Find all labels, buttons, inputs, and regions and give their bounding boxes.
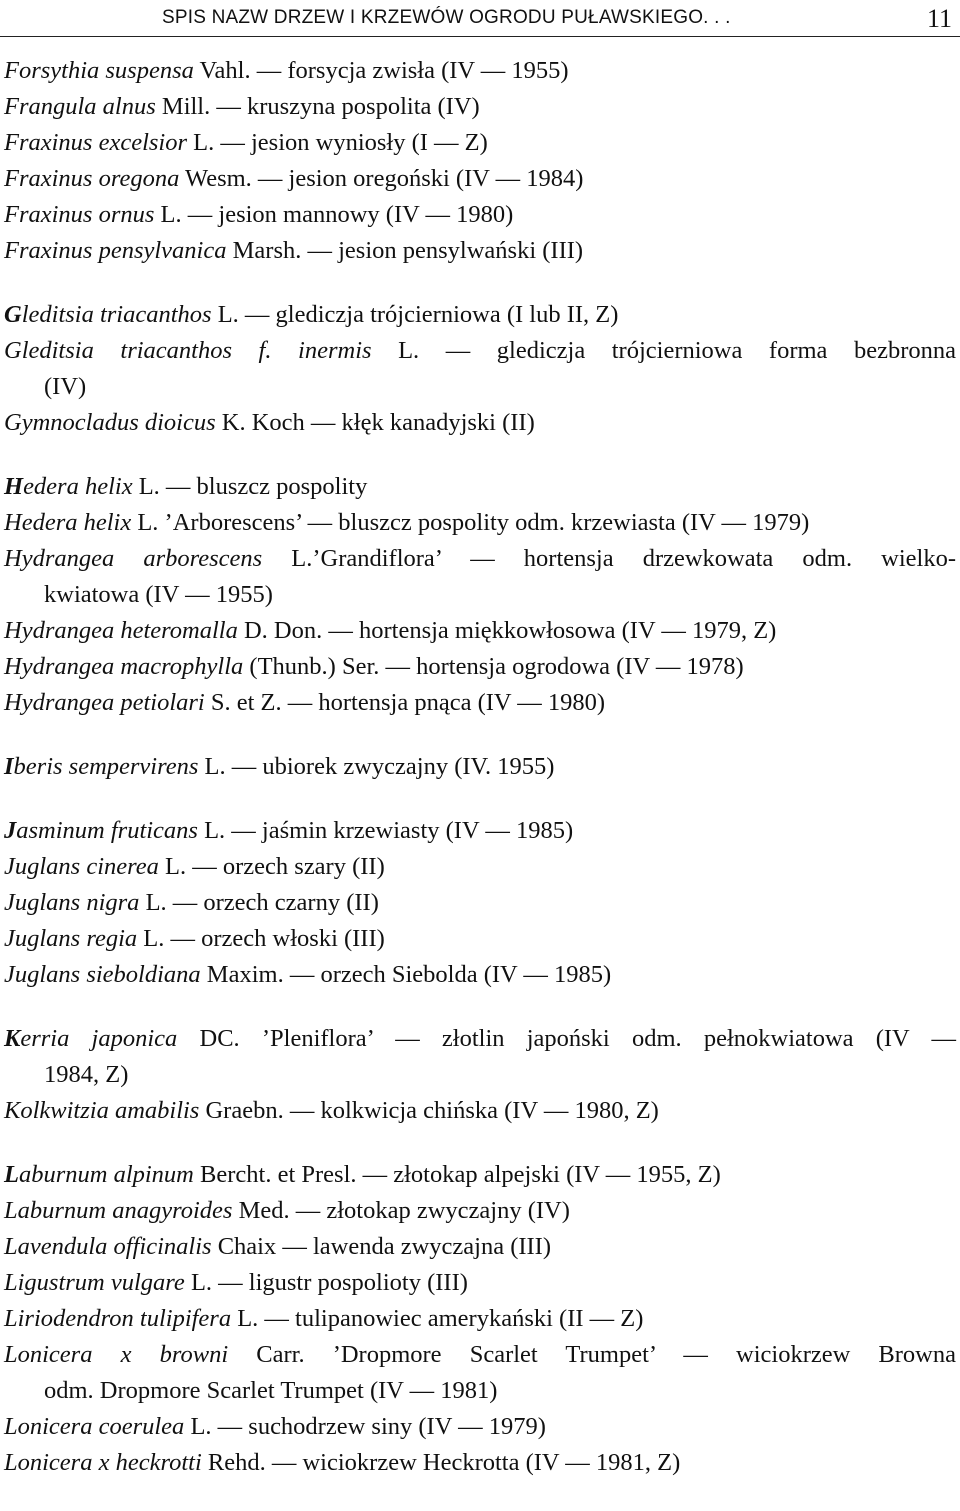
running-header-title: SPIS NAZW DRZEW I KRZEWÓW OGRODU PUŁAWSKIEGO. . . (162, 7, 731, 28)
latin-name: Juglans cinerea (4, 853, 159, 880)
latin-name: Hydrangea heteromalla (4, 617, 238, 644)
entry-description: Marsh. — jesion pensylwański (III) (226, 237, 584, 264)
entry-description: L. — glediczja trójcierniowa (I lub II, Z) (211, 301, 619, 328)
latin-name: Lonicera x heckrotti (4, 1449, 202, 1476)
latin-name: Lonicera coerulea (4, 1413, 185, 1440)
latin-name: erria japonica (20, 1025, 178, 1052)
entry-description: Graebn. — kolkwicja chińska (IV — 1980, Z) (199, 1097, 659, 1124)
entry-description: L. — jaśmin krzewiasty (IV — 1985) (197, 817, 574, 844)
latin-name: Fraxinus ornus (4, 201, 155, 228)
entry-description: Med. — złotokap zwyczajny (IV) (232, 1197, 570, 1224)
entry-description: L. — jesion wyniosły (I — Z) (187, 129, 488, 156)
species-entry (4, 649, 956, 685)
latin-name: Lonicera x browni (4, 1341, 229, 1368)
latin-name: Frangula alnus (4, 93, 156, 120)
entry-description: L. — glediczja trójcierniowa forma bezbronna (371, 337, 956, 364)
section-initial: L (4, 1161, 19, 1188)
entry-description: D. Don. — hortensja miękkowłosowa (IV — 1979, Z) (237, 617, 777, 644)
entry-description: Carr. ’Dropmore Scarlet Trumpet’ — wiciokrzew Browna (228, 1341, 956, 1368)
species-entry (4, 197, 956, 233)
latin-name: asminum fruticans (16, 817, 198, 844)
entry-description: L. — ligustr pospolioty (III) (184, 1269, 468, 1296)
entry-description: K. Koch — kłęk kanadyjski (II) (215, 409, 535, 436)
species-entry (4, 1265, 956, 1301)
entry-description: L. — tulipanowiec amerykański (II — Z) (231, 1305, 644, 1332)
entry-continuation: (IV) (44, 373, 87, 400)
latin-name: Juglans nigra (4, 889, 140, 916)
entry-description: L. — ubiorek zwyczajny (IV. 1955) (198, 753, 555, 780)
entry-description: Wesm. — jesion oregoński (IV — 1984) (179, 165, 584, 192)
entry-description: Chaix — lawenda zwyczajna (III) (211, 1233, 551, 1260)
latin-name: Forsythia suspensa (4, 57, 194, 84)
section-initial: G (4, 301, 22, 328)
entry-description: L.’Grandiflora’ — hortensja drzewkowata odm. wielko- (262, 545, 956, 572)
latin-name: Fraxinus oregona (4, 165, 180, 192)
entry-description: Vahl. — forsycja zwisła (IV — 1955) (193, 57, 569, 84)
latin-name: edera helix (23, 473, 133, 500)
species-entry (4, 685, 956, 721)
species-entry (4, 161, 956, 197)
running-header (0, 0, 960, 38)
species-entry (4, 1229, 956, 1265)
entry-description: Mill. — kruszyna pospolita (IV) (155, 93, 480, 120)
entry-description: Bercht. et Presl. — złotokap alpejski (IV — 1955, Z) (193, 1161, 721, 1188)
section-initial: J (4, 817, 17, 844)
entry-description: L. — orzech włoski (III) (137, 925, 385, 952)
species-entry (4, 297, 956, 333)
entry-description: DC. ’Pleniflora’ — złotlin japoński odm. pełnokwiatowa (IV — (177, 1025, 956, 1052)
latin-name: Laburnum anagyroides (4, 1197, 233, 1224)
species-entry (4, 813, 956, 849)
entry-description: L. — suchodrzew siny (IV — 1979) (184, 1413, 546, 1440)
species-entry (4, 53, 956, 89)
header-rule (0, 36, 960, 37)
species-entry (4, 921, 956, 957)
section-initial: H (4, 473, 24, 500)
species-entry (4, 233, 956, 269)
species-entry (4, 1093, 956, 1129)
entry-description: (Thunb.) Ser. — hortensja ogrodowa (IV — 1978) (243, 653, 744, 680)
species-entry (4, 89, 956, 125)
species-entry (4, 749, 956, 785)
entry-description: Rehd. — wiciokrzew Heckrotta (IV — 1981, Z) (201, 1449, 681, 1476)
species-entry (4, 849, 956, 885)
latin-name: Lavendula officinalis (4, 1233, 212, 1260)
species-entry (4, 885, 956, 921)
species-entry (4, 1021, 956, 1093)
latin-name: Fraxinus excelsior (4, 129, 188, 156)
latin-name: Gymnocladus dioicus (4, 409, 216, 436)
entry-description: Maxim. — orzech Siebolda (IV — 1985) (200, 961, 612, 988)
species-entry (4, 405, 956, 441)
species-entry (4, 505, 956, 541)
latin-name: Hedera helix (4, 509, 132, 536)
latin-name: Ligustrum vulgare (4, 1269, 185, 1296)
section-initial: I (4, 753, 14, 780)
species-entry (4, 1193, 956, 1229)
species-entry (4, 1337, 956, 1409)
latin-name: Juglans sieboldiana (4, 961, 201, 988)
species-entry (4, 1409, 956, 1445)
section-initial: K (4, 1025, 21, 1052)
latin-name: Hydrangea arborescens (4, 545, 263, 572)
species-entry (4, 1157, 956, 1193)
latin-name: Gleditsia triacanthos f. inermis (4, 337, 372, 364)
species-entry (4, 957, 956, 993)
latin-name: Kolkwitzia amabilis (4, 1097, 200, 1124)
species-entry (4, 1445, 956, 1481)
entry-description: L. — orzech szary (II) (158, 853, 385, 880)
species-entry (4, 1301, 956, 1337)
latin-name: Liriodendron tulipifera (4, 1305, 232, 1332)
species-entry (4, 469, 956, 505)
latin-name: aburnum alpinum (18, 1161, 194, 1188)
latin-name: leditsia triacanthos (21, 301, 212, 328)
entry-description: S. et Z. — hortensja pnąca (IV — 1980) (204, 689, 606, 716)
latin-name: beris sempervirens (13, 753, 199, 780)
latin-name: Hydrangea macrophylla (4, 653, 244, 680)
page-number: 11 (926, 4, 952, 33)
entry-continuation: kwiatowa (IV — 1955) (44, 581, 273, 608)
latin-name: Fraxinus pensylvanica (4, 237, 227, 264)
entry-continuation: 1984, Z) (44, 1061, 129, 1088)
entry-description: L. ’Arborescens’ — bluszcz pospolity odm. krzewiasta (IV — 1979) (131, 509, 810, 536)
entry-description: L. — bluszcz pospolity (132, 473, 368, 500)
species-entry (4, 333, 956, 405)
entry-continuation: odm. Dropmore Scarlet Trumpet (IV — 1981) (44, 1377, 498, 1404)
species-entry (4, 541, 956, 613)
entry-description: L. — jesion mannowy (IV — 1980) (154, 201, 514, 228)
latin-name: Juglans regia (4, 925, 138, 952)
species-entry (4, 125, 956, 161)
latin-name: Hydrangea petiolari (4, 689, 205, 716)
species-entry (4, 613, 956, 649)
entry-description: L. — orzech czarny (II) (139, 889, 379, 916)
